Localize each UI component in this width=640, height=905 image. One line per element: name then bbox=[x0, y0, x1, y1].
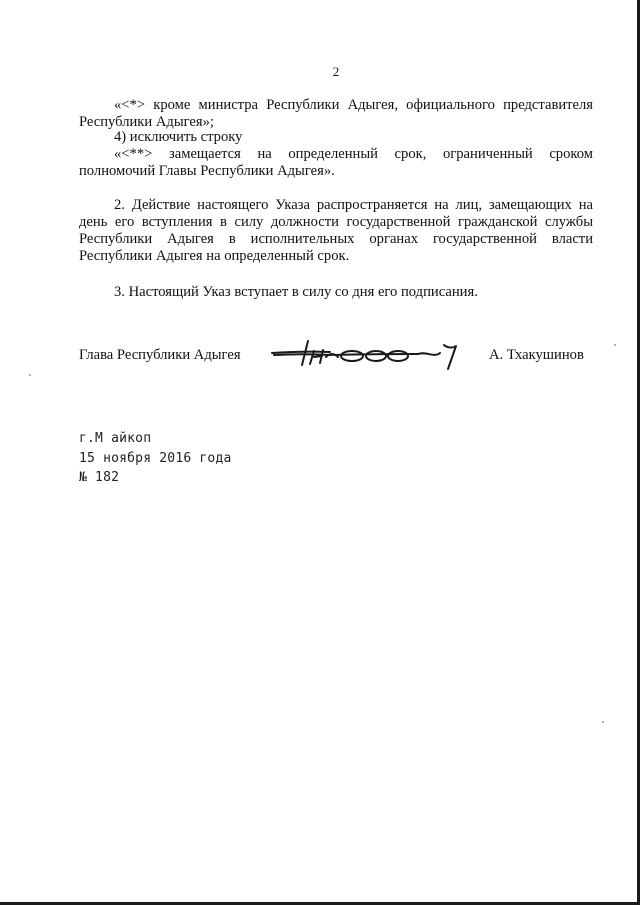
stamp-date: 15 ноября 2016 года bbox=[79, 451, 232, 466]
page-number: 2 bbox=[332, 64, 340, 79]
scan-speck bbox=[602, 721, 604, 723]
stamp-city: г.М айкоп bbox=[79, 431, 152, 446]
paragraph-footnote-1: «<*> кроме министра Республики Адыгея, официального представителя Республики Адыгея»; bbox=[79, 97, 593, 130]
stamp-number: № 182 bbox=[79, 470, 120, 485]
scan-speck bbox=[29, 374, 31, 376]
paragraph-clause-3: 3. Настоящий Указ вступает в силу со дня его подписания. bbox=[114, 284, 478, 300]
paragraph-footnote-2: «<**> замещается на определенный срок, ограниченный сроком полномочий Главы Республики Адыгея». bbox=[79, 146, 593, 179]
signatory-name: А. Тхакушинов bbox=[489, 347, 584, 363]
paragraph-clause-2: 2. Действие настоящего Указа распространяется на лиц, замещающих на день его вступления в силу должности государственной гражданской службы Республики Адыгея в исполнительных органах государственной власти Республики Адыгея на определенный срок. bbox=[79, 197, 593, 264]
paragraph-item-4: 4) исключить строку bbox=[114, 129, 243, 145]
handwritten-signature bbox=[268, 333, 464, 373]
signatory-title: Глава Республики Адыгея bbox=[79, 347, 241, 363]
scan-speck bbox=[614, 344, 616, 346]
